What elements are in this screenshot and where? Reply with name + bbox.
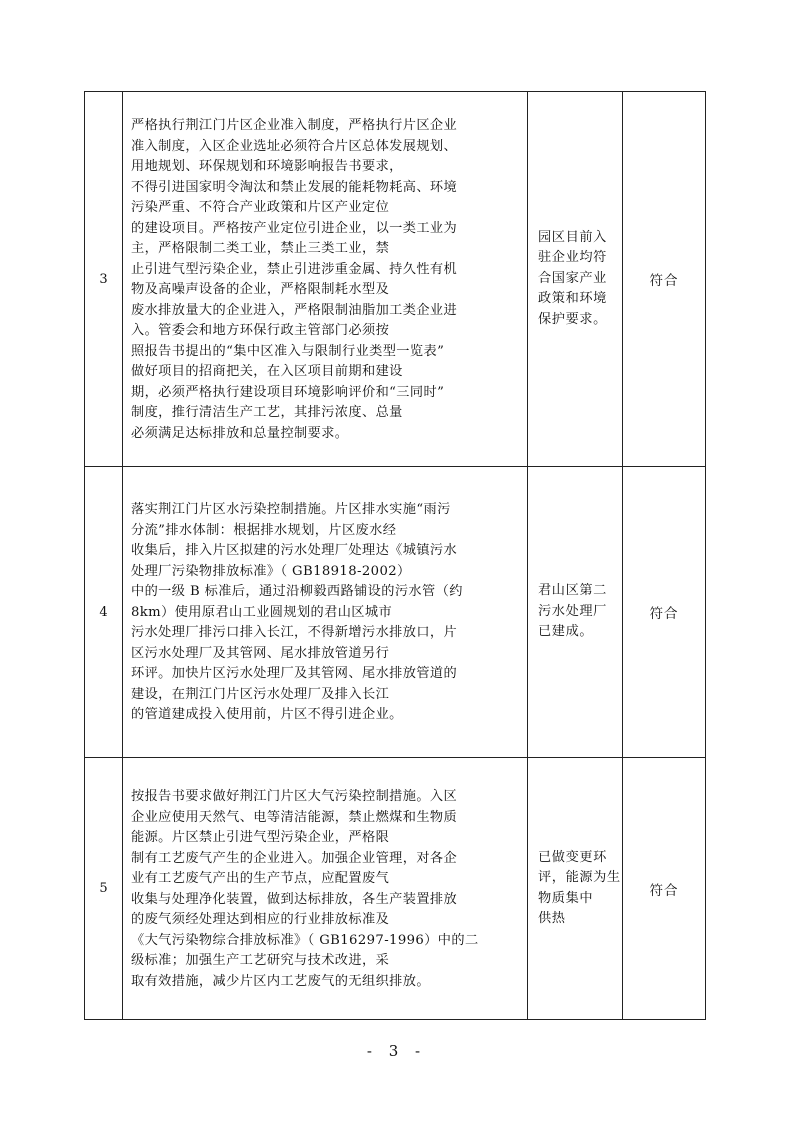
text-line: 合国家产业: [538, 270, 607, 286]
text-line: 准入制度，入区企业选址必须符合片区总体发展规划、: [131, 138, 458, 154]
text-line: 政策和环境: [538, 291, 607, 307]
text-line: 做好项目的招商把关，在入区项目前期和建设: [131, 364, 403, 379]
table-row: [85, 758, 706, 1020]
text-line: 建设，在荆江门片区污水处理厂及排入长江: [131, 686, 390, 702]
row-number: 4: [85, 467, 123, 758]
text-line: 止引进气型污染企业，禁止引进涉重金属、持久性有机: [131, 261, 458, 277]
text-line: 的管道建成投入使用前，片区不得引进企业。: [131, 707, 403, 723]
text-line: 企业应使用天然气、电等清洁能源，禁止燃煤和生物质: [131, 809, 458, 825]
text-line: 必须满足达标排放和总量控制要求。: [131, 425, 349, 441]
row-number: 5: [85, 758, 123, 1020]
status-cell: [528, 92, 623, 467]
text-line: 主，严格限制二类工业，禁止三类工业，禁: [131, 241, 390, 256]
text-line: 取有效措施，减少片区内工艺废气的无组织排放。: [131, 973, 430, 989]
text-line: 环评。加快片区污水处理厂及其管网、尾水排放管道的: [131, 666, 458, 682]
table-row: [85, 92, 706, 467]
text-line: 分流”排水体制：根据排水规划，片区废水经: [131, 522, 397, 538]
text-line: 收集后，排入片区拟建的污水处理厂处理达《城镇污水: [131, 543, 458, 559]
requirement-cell: [123, 467, 528, 758]
text-line: 供热: [538, 911, 566, 926]
text-line: 废水排放量大的企业进入，严格限制油脂加工类企业进: [131, 302, 458, 318]
text-line: 污染严重、不符合产业政策和片区产业定位: [131, 200, 390, 215]
text-line: 物及高噪声设备的企业，严格限制耗水型及: [131, 282, 390, 297]
text-line: 照报告书提出的“集中区准入与限制行业类型一览表”: [131, 343, 445, 359]
text-line: 处理厂污染物排放标准》（ GB18918-2002）: [131, 563, 411, 579]
result-cell: 符合: [623, 92, 706, 467]
text-line: 园区目前入: [538, 229, 607, 245]
text-line: 保护要求。: [538, 311, 607, 327]
text-line: 已做变更环: [538, 849, 607, 865]
text-line: 君山区第二: [538, 583, 607, 599]
text-line: 的建设项目。严格按产业定位引进企业，以一类工业为: [131, 220, 458, 236]
text-line: 污水处理厂排污口排入长江，不得新增污水排放口，片: [131, 625, 458, 641]
text-line: 不得引进国家明令淘汰和禁止发展的能耗物耗高、环境: [131, 179, 458, 195]
text-line: 已建成。: [538, 624, 594, 640]
text-line: 评，能源为生: [538, 870, 621, 885]
result-cell: 符合: [623, 467, 706, 758]
text-line: 用地规划、环保规划和环境影响报告书要求，: [131, 159, 403, 174]
text-line: 严格执行荆江门片区企业准入制度，严格执行片区企业: [131, 118, 458, 133]
status-cell: [528, 758, 623, 1020]
text-line: 驻企业均符: [538, 250, 607, 266]
text-line: 的废气须经处理达到相应的行业排放标准及: [131, 912, 390, 927]
text-line: 区污水处理厂及其管网、尾水排放管道另行: [131, 645, 390, 661]
page-number: - 3 -: [366, 1042, 427, 1060]
text-line: 8km）使用原君山工业圆规划的君山区城市: [131, 604, 393, 620]
text-line: 中的一级 B 标准后，通过沿柳毅西路铺设的污水管（约: [131, 584, 463, 600]
requirement-cell: [123, 758, 528, 1020]
text-line: 能源。片区禁止引进气型污染企业，严格限: [131, 830, 390, 845]
requirement-cell: [123, 92, 528, 467]
text-line: 期，必须严格执行建设项目环境影响评价和“三同时”: [131, 384, 445, 400]
text-line: 污水处理厂: [538, 603, 607, 619]
text-line: 入。管委会和地方环保行政主管部门必须按: [131, 323, 390, 338]
text-line: 按报告书要求做好荆江门片区大气污染控制措施。入区: [131, 789, 458, 804]
text-line: 业有工艺废气产出的生产节点，应配置废气: [131, 871, 390, 886]
text-line: 制有工艺废气产生的企业进入。加强企业管理，对各企: [131, 850, 458, 866]
text-line: 收集与处理净化装置，做到达标排放，各生产装置排放: [131, 891, 458, 907]
requirements-table: [84, 91, 706, 1020]
text-line: 物质集中: [538, 890, 594, 906]
text-line: 《大气污染物综合排放标准》（ GB16297-1996）中的二: [131, 932, 479, 948]
table-row: [85, 467, 706, 758]
text-line: 级标准；加强生产工艺研究与技术改进，采: [131, 953, 390, 968]
result-cell: 符合: [623, 758, 706, 1020]
text-line: 落实荆江门片区水污染控制措施。片区排水实施“雨污: [131, 502, 451, 518]
status-cell: [528, 467, 623, 758]
row-number: 3: [85, 92, 123, 467]
text-line: 制度，推行清洁生产工艺，其排污浓度、总量: [131, 405, 403, 420]
